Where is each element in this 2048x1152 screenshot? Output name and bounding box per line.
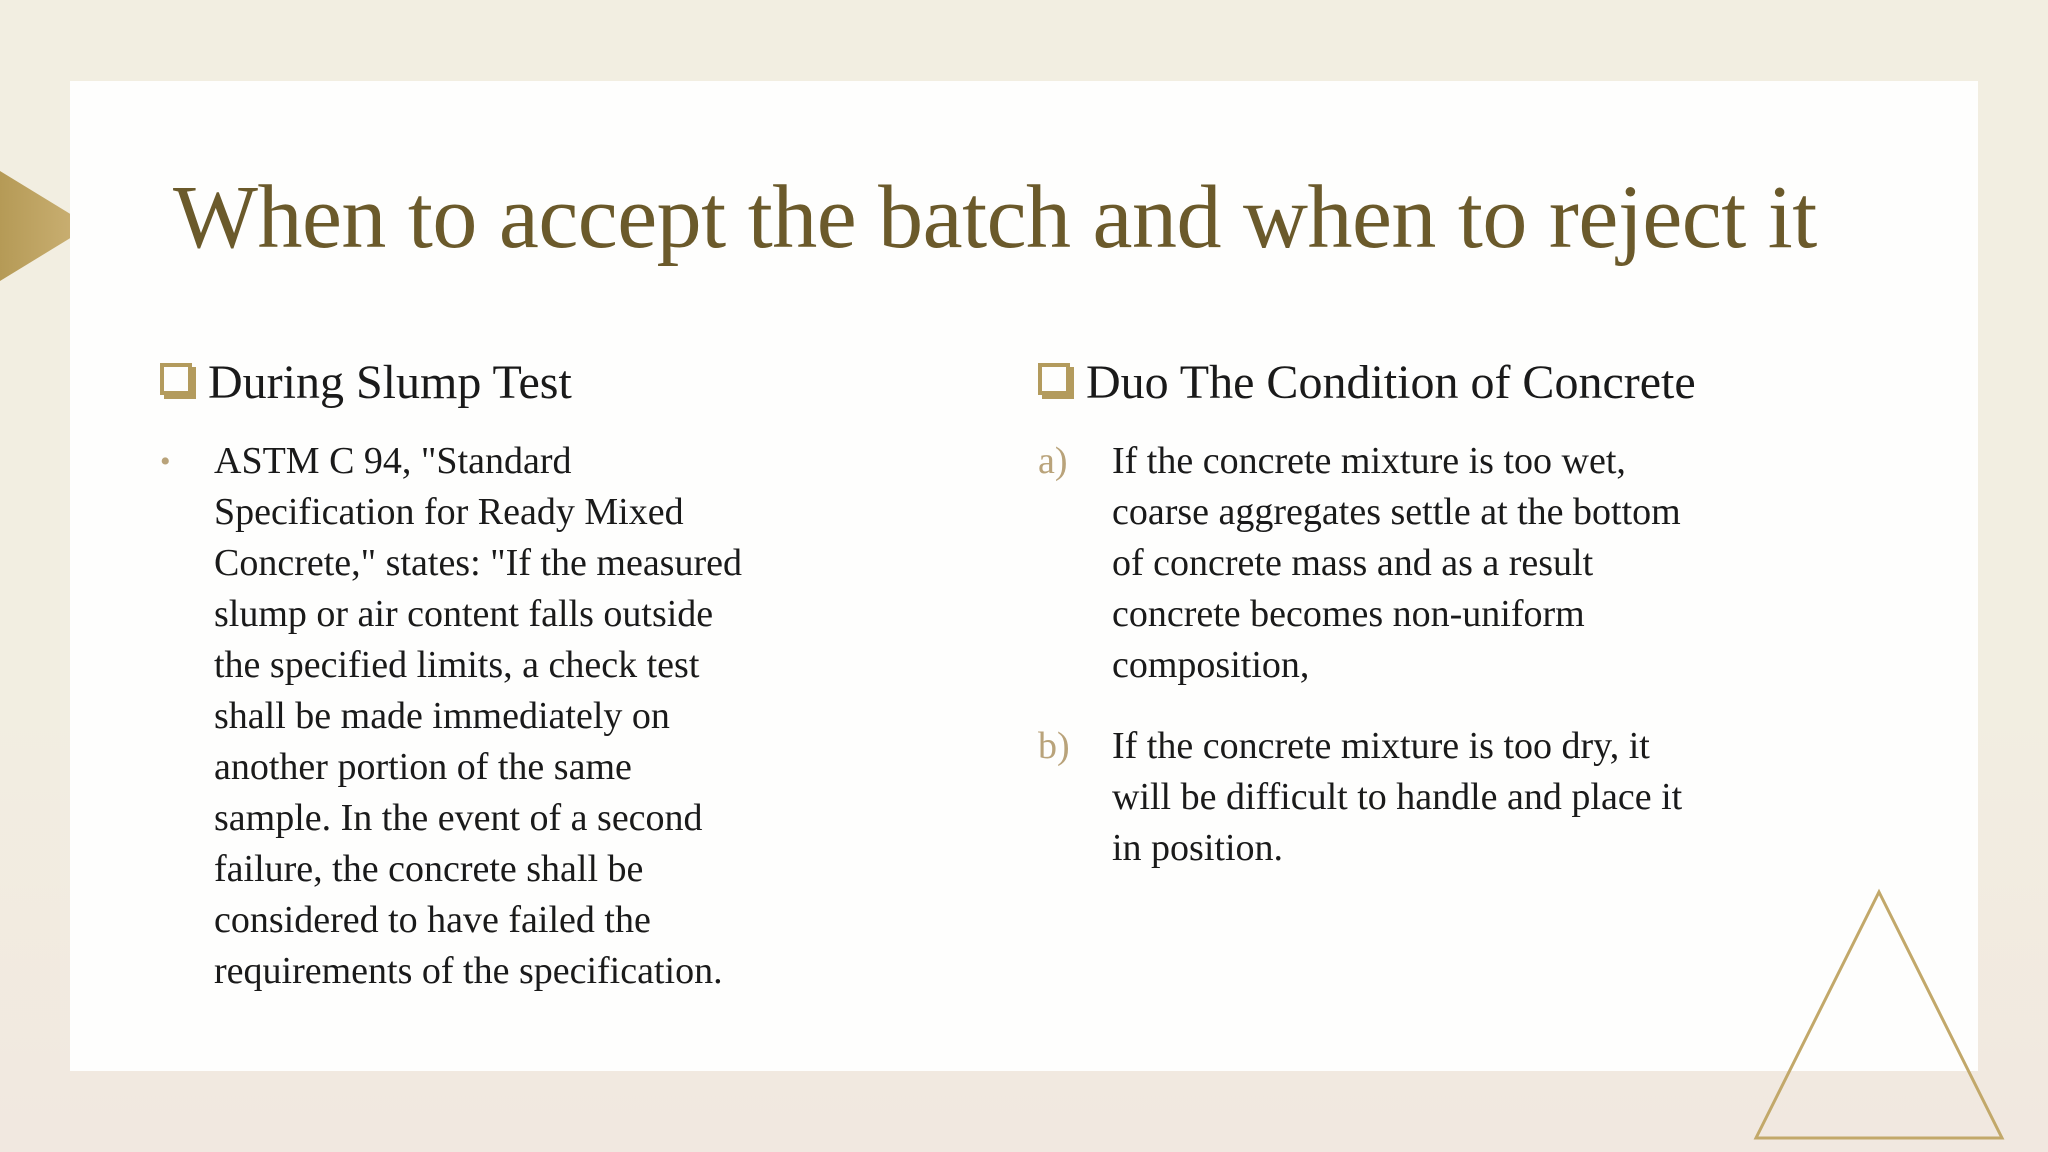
list-marker: a) xyxy=(1038,440,1068,482)
left-column xyxy=(160,352,820,997)
checkbox-icon xyxy=(1038,363,1070,395)
slide-title: When to accept the batch and when to reject it xyxy=(173,168,1817,267)
list-item-text: If the concrete mixture is too wet, coarse aggregates settle at the bottom of concrete mass and as a result concrete becomes non-uniform composition, xyxy=(1112,440,1681,686)
bullet-dot-icon: • xyxy=(160,445,171,478)
triangle-outline-icon xyxy=(1752,888,2008,1144)
list-item-text: If the concrete mixture is too dry, it will be difficult to handle and place it in position. xyxy=(1112,725,1683,869)
checkbox-icon xyxy=(160,363,192,395)
list-marker: b) xyxy=(1038,725,1070,767)
list-item-a xyxy=(1038,436,1778,691)
right-column xyxy=(1038,352,1778,874)
left-heading xyxy=(160,352,820,412)
right-heading-text: Duo The Condition of Concrete xyxy=(1086,355,1696,409)
left-bullet-item xyxy=(160,436,820,997)
left-bullet-text: ASTM C 94, "Standard Specification for Ready Mixed Concrete," states: "If the measured slump or air content falls outside the specified limits, a check test shall be made immediately on another portion of the same sample. In the event of a second failure, the concrete shall be considered to have failed the requirements of the specification. xyxy=(214,440,742,992)
list-item-b xyxy=(1038,721,1778,874)
right-heading xyxy=(1038,352,1778,412)
left-heading-text: During Slump Test xyxy=(208,355,572,409)
